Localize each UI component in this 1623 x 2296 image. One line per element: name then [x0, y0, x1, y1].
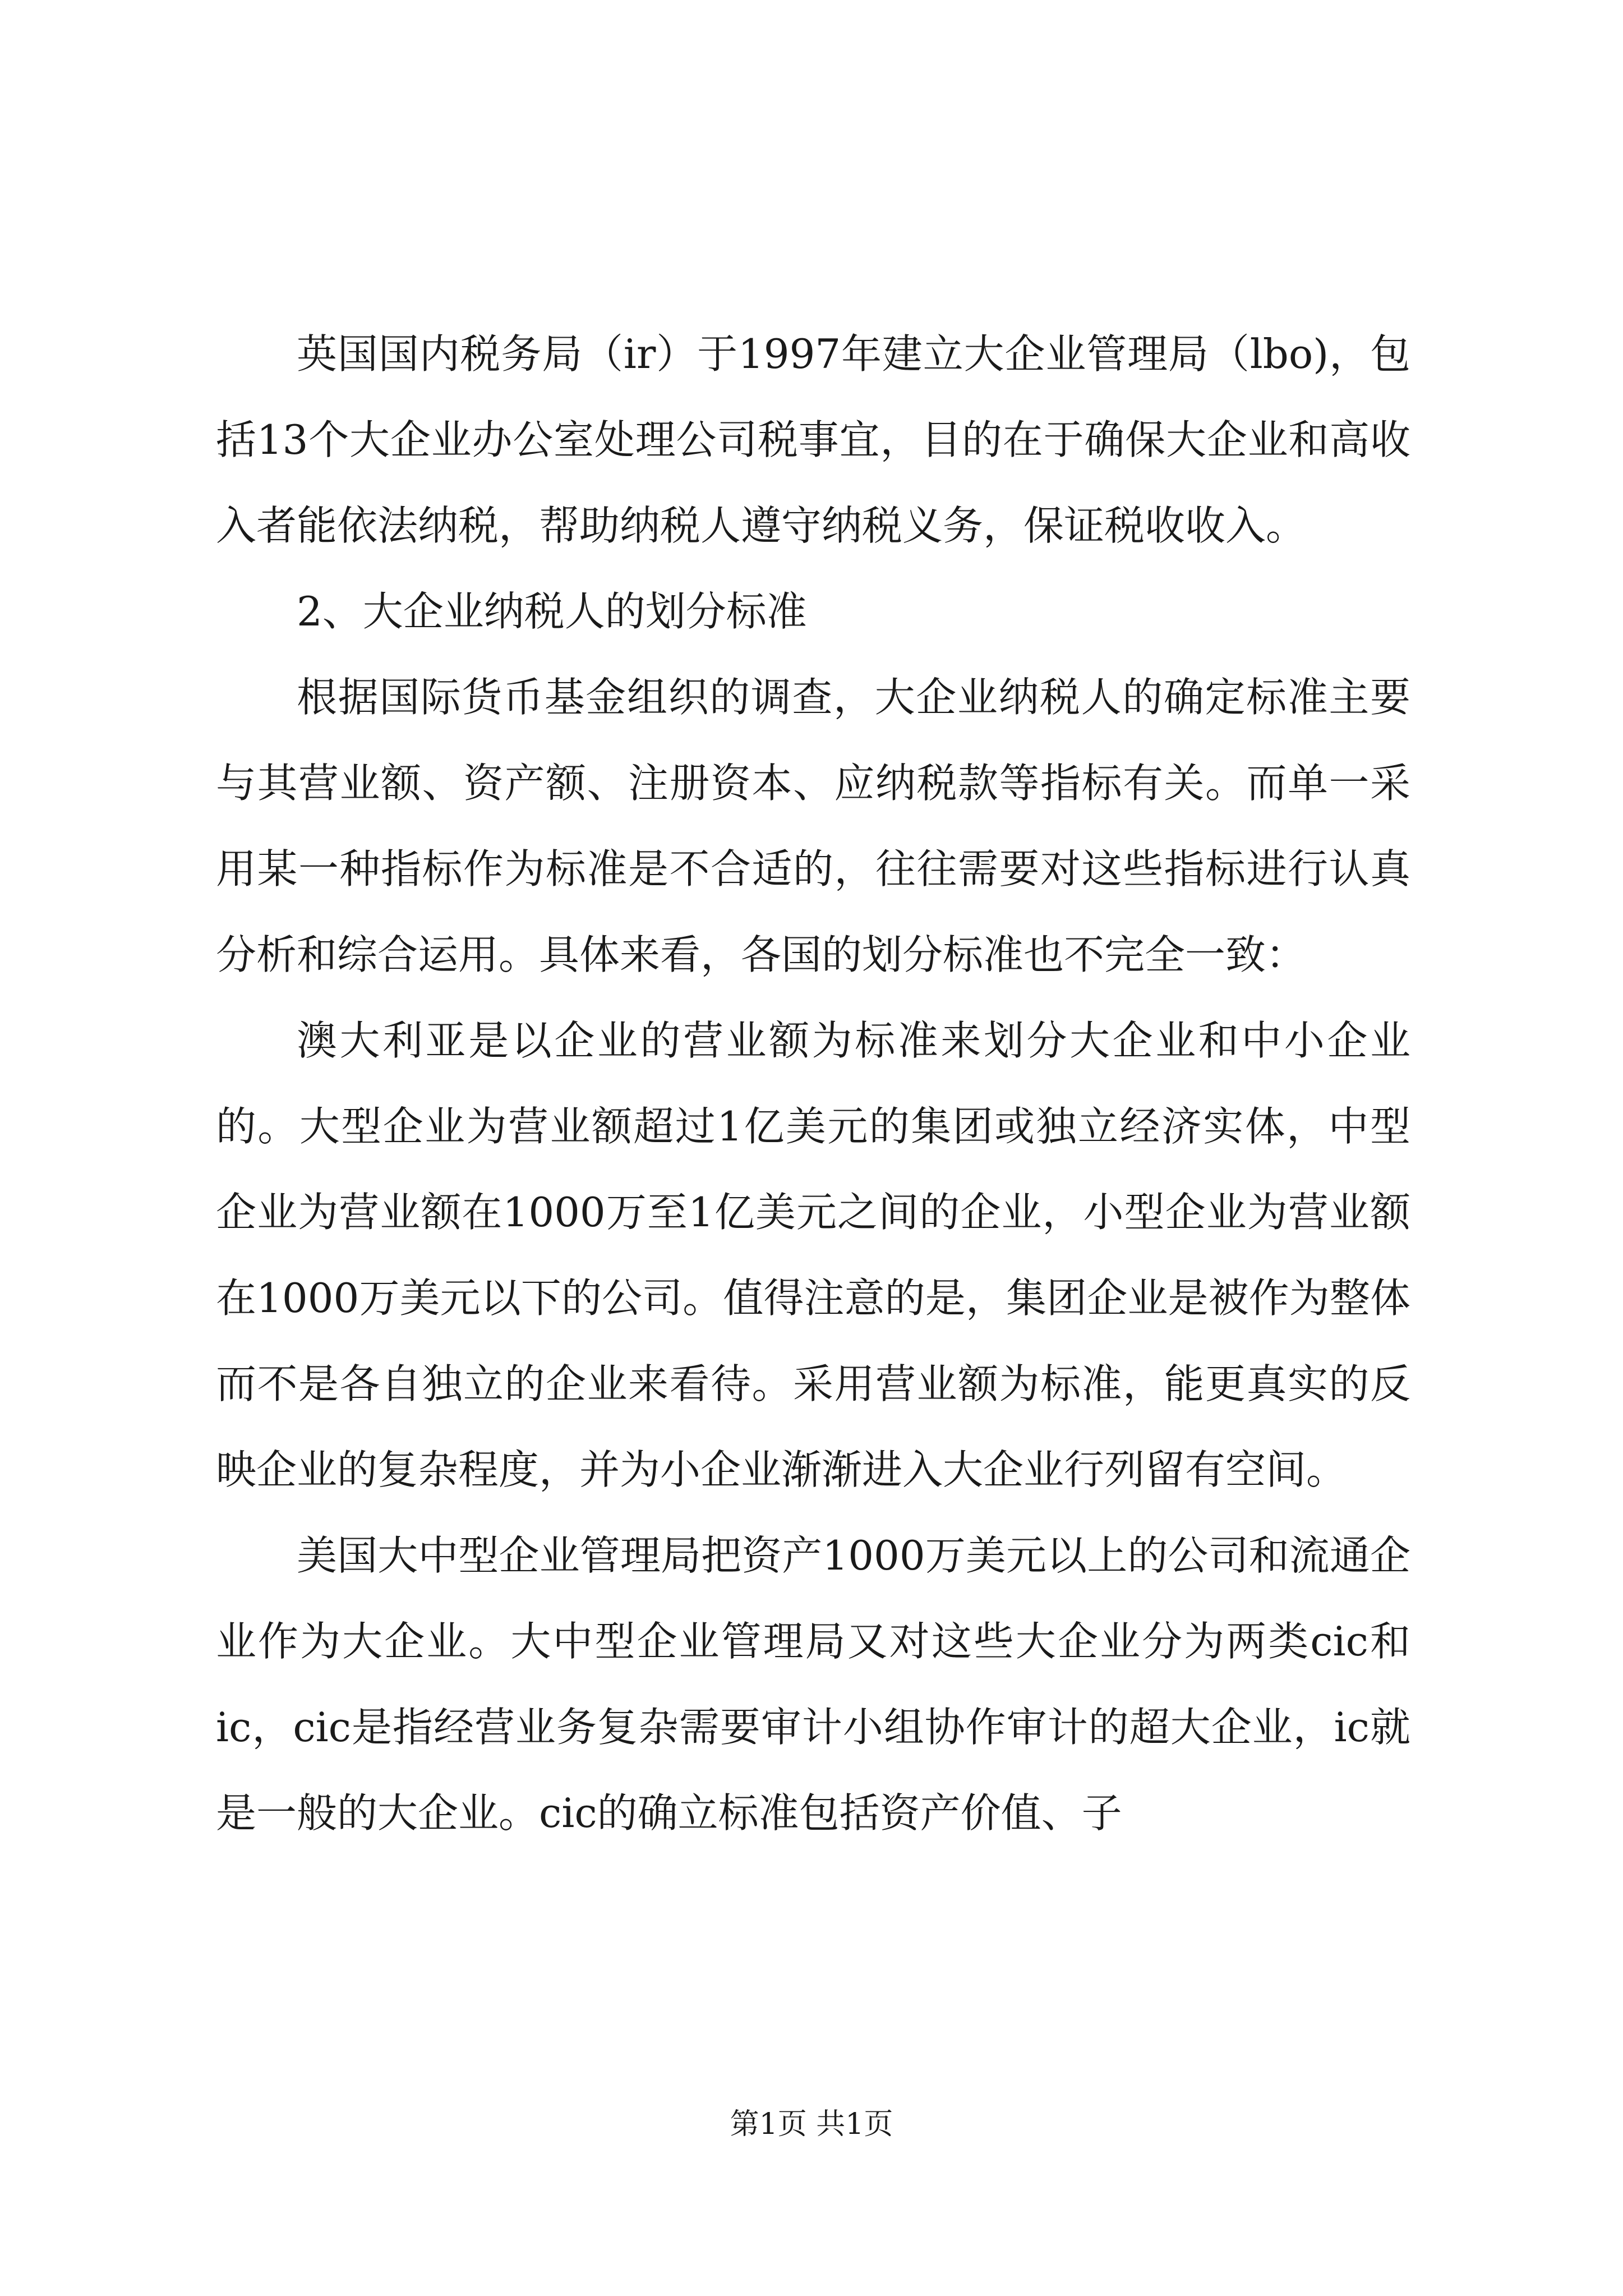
paragraph-imf-survey: 根据国际货币基金组织的调查，大企业纳税人的确定标准主要与其营业额、资产额、注册资本、应纳税款等指标有关。而单一采用某一种指标作为标准是不合适的，往往需要对这些指标进行认真分析和综合运用。具体来看，各国的划分标准也不完全一致： — [216, 674, 1410, 978]
paragraph-uk-lbo: 英国国内税务局（ir）于1997年建立大企业管理局（lbo)，包括13个大企业办公室处理公司税事宜，目的在于确保大企业和高收入者能依法纳税，帮助纳税人遵守纳税义务，保证税收收入。 — [216, 330, 1410, 549]
paragraph-usa: 美国大中型企业管理局把资产1000万美元以上的公司和流通企业作为大企业。大中型企业管理局又对这些大企业分为两类cic和ic，cic是指经营业务复杂需要审计小组协作审计的超大企业，ic就是一般的大企业。cic的确立标准包括资产价值、子 — [216, 1532, 1410, 1837]
page-footer: 第1页 共1页 — [730, 2108, 893, 2141]
document-body — [216, 311, 1410, 1856]
paragraph-australia: 澳大利亚是以企业的营业额为标准来划分大企业和中小企业的。大型企业为营业额超过1亿美元的集团或独立经济实体，中型企业为营业额在1000万至1亿美元之间的企业，小型企业为营业额在1000万美元以下的公司。值得注意的是，集团企业是被作为整体而不是各自独立的企业来看待。采用营业额为标准，能更真实的反映企业的复杂程度，并为小企业渐渐进入大企业行列留有空间。 — [216, 1017, 1410, 1493]
section-heading-classification: 2、大企业纳税人的划分标准 — [297, 588, 807, 635]
